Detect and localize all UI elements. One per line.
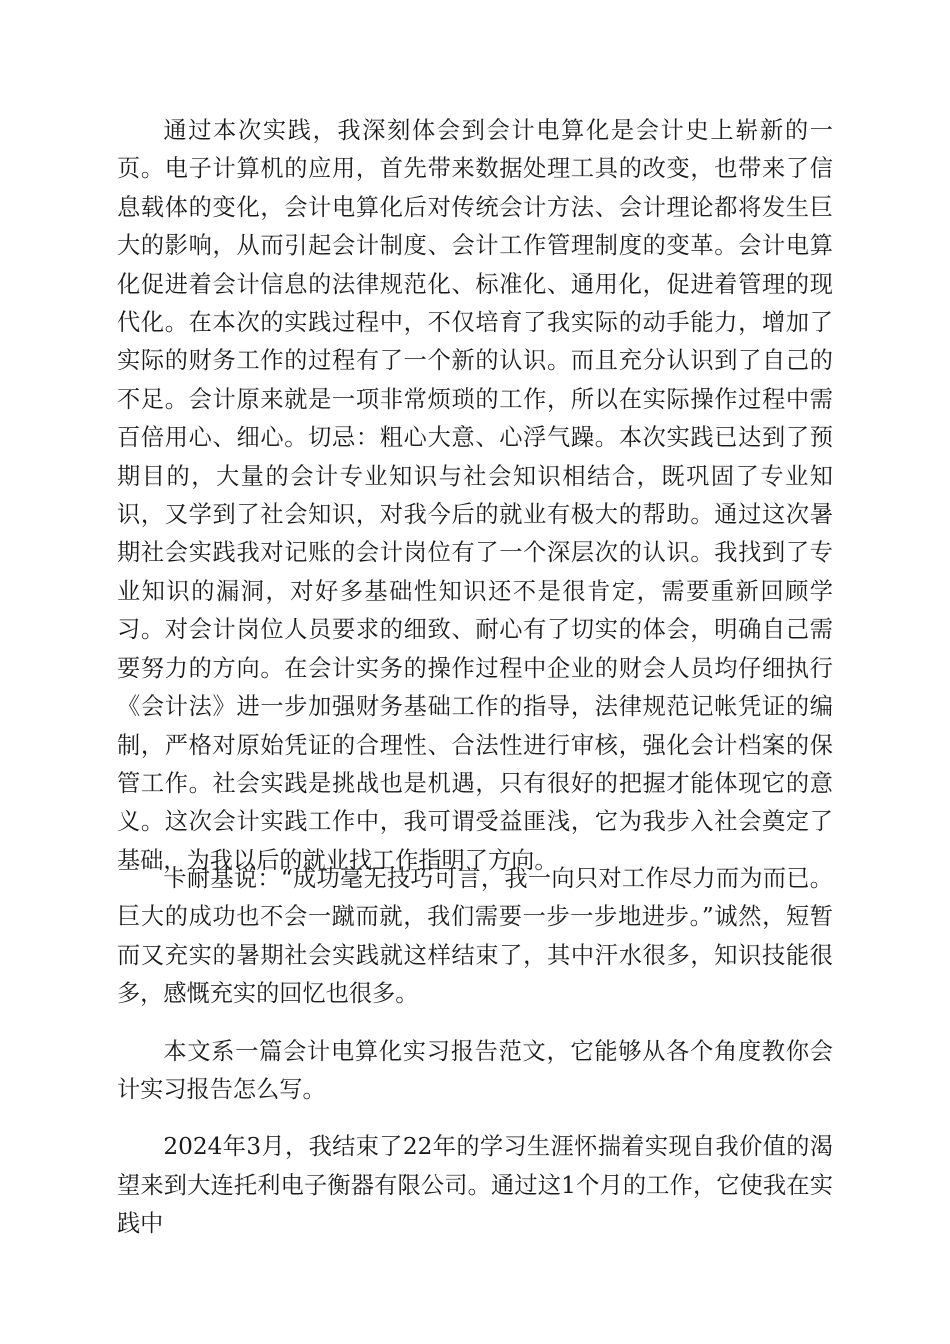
paragraph-carnegie-quote: 卡耐基说：“成功毫无技巧可言，我一向只对工作尽力而为而已。巨大的成功也不会一蹴而就，我们需要一步一步地进步。”诚然，短暂而又充实的暑期社会实践就这样结束了，其中汗水很多，知识技能很多，感慨充实的回忆也很多。 xyxy=(117,865,833,1008)
document-body xyxy=(117,112,833,1244)
paragraph-reflection: 通过本次实践，我深刻体会到会计电算化是会计史上崭新的一页。电子计算机的应用，首先带来数据处理工具的改变，也带来了信息载体的变化，会计电算化后对传统会计方法、会计理论都将发生巨大的影响，从而引起会计制度、会计工作管理制度的变革。会计电算化促进着会计信息的法律规范化、标准化、通用化，促进着管理的现代化。在本次的实践过程中，不仅培育了我实际的动手能力，增加了实际的财务工作的过程有了一个新的认识。而且充分认识到了自己的不足。会计原来就是一项非常烦琐的工作，所以在实际操作过程中需百倍用心、细心。切忌：粗心大意、心浮气躁。本次实践已达到了预期目的，大量的会计专业知识与社会知识相结合，既巩固了专业知识，又学到了社会知识，对我今后的就业有极大的帮助。通过这次暑期社会实践我对记账的会计岗位有了一个深层次的认识。我找到了专业知识的漏洞，对好多基础性知识还不是很肯定，需要重新回顾学习。对会计岗位人员要求的细致、耐心有了切实的体会，明确自己需要努力的方向。在会计实务的操作过程中企业的财会人员均仔细执行《会计法》进一步加强财务基础工作的指导，法律规范记帐凭证的编制，严格对原始凭证的合理性、合法性进行审核，强化会计档案的保管工作。社会实践是挑战也是机遇，只有很好的把握才能体现它的意义。这次会计实践工作中，我可谓受益匪浅，它为我步入社会奠定了基础，为我以后的就业找工作指明了方向。 xyxy=(117,117,833,874)
paragraph-internship-intro: 2024年3月，我结束了22年的学习生涯怀揣着实现自我价值的渴望来到大连托利电子衡器有限公司。通过这1个月的工作，它使我在实践中 xyxy=(117,1133,833,1238)
paragraph-summary: 本文系一篇会计电算化实习报告范文，它能够从各个角度教你会计实习报告怎么写。 xyxy=(117,1037,833,1104)
